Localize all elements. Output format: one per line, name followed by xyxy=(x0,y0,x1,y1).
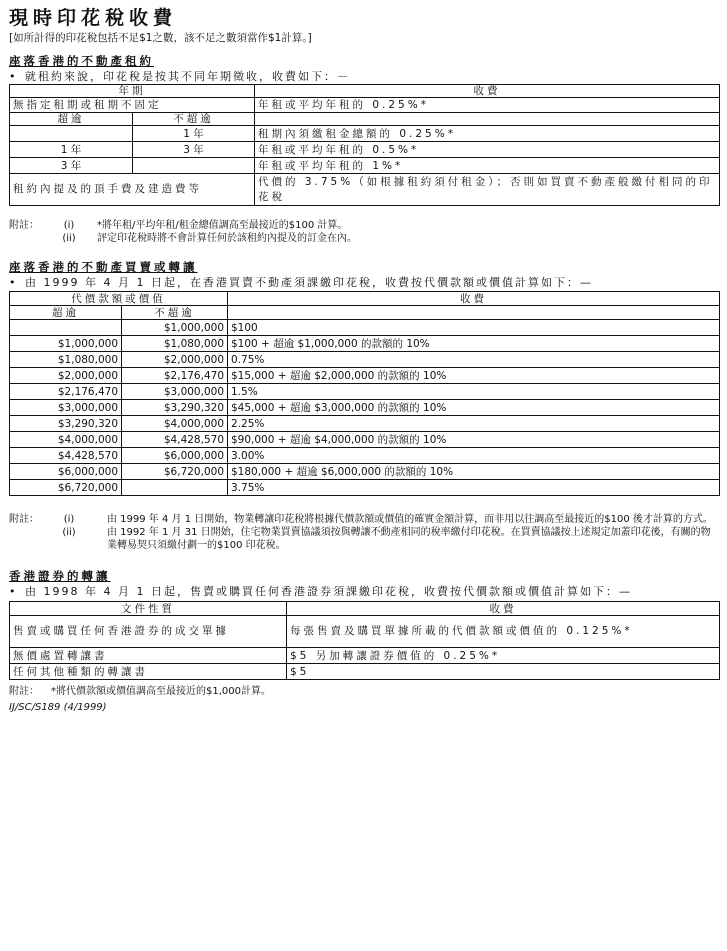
sale-charge-cell: $180,000 + 超逾 $6,000,000 的款額的 10% xyxy=(228,464,720,480)
lease-notover-cell: 3 年 xyxy=(133,142,255,158)
table-row xyxy=(10,384,720,400)
sale-over-cell: $6,000,000 xyxy=(10,464,122,480)
sale-intro xyxy=(9,275,719,290)
lease-notover-cell xyxy=(133,158,255,174)
table-row xyxy=(10,336,720,352)
table-row xyxy=(10,416,720,432)
securities-note xyxy=(9,685,719,698)
lease-intro xyxy=(9,69,719,84)
sale-charge-cell: 3.00% xyxy=(228,448,720,464)
notes-lead: 附註： xyxy=(9,514,39,525)
sale-over-cell: $1,000,000 xyxy=(10,336,122,352)
sale-col-charge: 收費 xyxy=(228,292,720,306)
form-code: IJ/SC/S189 (4/1999) xyxy=(9,702,107,713)
lease-notover-cell: 1 年 xyxy=(133,126,255,142)
table-row xyxy=(10,352,720,368)
page-title: 現時印花稅收費 xyxy=(9,7,178,29)
note-text: *將年租/平均年租/租金總值調高至最接近的$100 計算。 xyxy=(97,220,348,231)
note-text: 由 1992 年 1 月 31 日開始，住宅物業買賣協議須按與轉讓不動產相同的稅率繳付印花稅。在買賣協議按上述規定加蓋印花後，有關的物業轉易契只須繳付劃一的$100 印花稅。 xyxy=(107,527,711,551)
sale-intro-text: 由 1999 年 4 月 1 日起，在香港買賣不動產須課繳印花稅，收費按代價款額或價值計算如下：— xyxy=(25,276,593,289)
lease-sub-over: 超逾 xyxy=(10,113,133,126)
lease-premium-label: 租約內提及的頂手費及建造費等 xyxy=(10,174,255,206)
sale-notover-cell: $6,720,000 xyxy=(122,464,228,480)
securities-intro-text: 由 1998 年 4 月 1 日起，售賣或購買任何香港證券須課繳印花稅，收費按代價款額或價值計算如下：— xyxy=(25,585,632,598)
lease-heading: 座落香港的不動產租約 xyxy=(9,54,154,68)
sale-notover-cell xyxy=(122,480,228,496)
sale-notover-cell: $4,428,570 xyxy=(122,432,228,448)
securities-intro xyxy=(9,584,719,599)
securities-charge-cell: $5 xyxy=(287,664,720,680)
securities-doc-cell: 無價處置轉讓書 xyxy=(10,648,287,664)
sale-notover-cell: $1,080,000 xyxy=(122,336,228,352)
sale-over-cell xyxy=(10,320,122,336)
sale-notover-cell: $3,290,320 xyxy=(122,400,228,416)
bullet-icon: • xyxy=(9,70,18,83)
sale-notover-cell: $2,000,000 xyxy=(122,352,228,368)
sale-sub-blank xyxy=(228,306,720,320)
securities-doc-cell: 任何其他種類的轉讓書 xyxy=(10,664,287,680)
securities-col-doc: 文件性質 xyxy=(10,602,287,616)
note-text: *將代價款額或價值調高至最接近的$1,000計算。 xyxy=(51,686,271,697)
sale-notover-cell: $6,000,000 xyxy=(122,448,228,464)
sale-note-2 xyxy=(9,526,719,552)
bullet-icon: • xyxy=(9,585,18,598)
sale-sub-over: 超逾 xyxy=(10,306,122,320)
lease-over-cell: 1 年 xyxy=(10,142,133,158)
table-row xyxy=(10,432,720,448)
sale-charge-cell: 2.25% xyxy=(228,416,720,432)
lease-indef-charge: 年租或平均年租的 0.25%* xyxy=(255,98,720,113)
notes-lead: 附註： xyxy=(9,686,39,697)
sale-heading: 座落香港的不動產買賣或轉讓 xyxy=(9,260,198,274)
lease-note-2 xyxy=(9,232,719,245)
sale-charge-cell: 1.5% xyxy=(228,384,720,400)
lease-charge-cell: 年租或平均年租的 0.5%* xyxy=(255,142,720,158)
sale-over-cell: $2,176,470 xyxy=(10,384,122,400)
sale-charge-cell: $15,000 + 超逾 $2,000,000 的款額的 10% xyxy=(228,368,720,384)
note-text: 由 1999 年 4 月 1 日開始，物業轉讓印花稅將根據代價款額或價值的確實金額計算，而非用以往調高至最接近的$100 後才計算的方式。 xyxy=(107,514,713,525)
lease-table xyxy=(9,84,720,206)
sale-over-cell: $6,720,000 xyxy=(10,480,122,496)
sale-col-value: 代價款額或價值 xyxy=(10,292,228,306)
lease-charge-cell: 租期內須繳租金總額的 0.25%* xyxy=(255,126,720,142)
securities-notes xyxy=(9,685,719,698)
table-row xyxy=(10,480,720,496)
table-row xyxy=(10,320,720,336)
sale-notover-cell: $4,000,000 xyxy=(122,416,228,432)
bullet-icon: • xyxy=(9,276,18,289)
table-row xyxy=(10,664,720,680)
sale-notover-cell: $2,176,470 xyxy=(122,368,228,384)
sale-table xyxy=(9,291,720,496)
table-row xyxy=(10,158,720,174)
lease-note-1 xyxy=(9,219,719,232)
lease-over-cell: 3 年 xyxy=(10,158,133,174)
sale-over-cell: $2,000,000 xyxy=(10,368,122,384)
table-row xyxy=(10,368,720,384)
table-row xyxy=(10,648,720,664)
sale-notover-cell: $3,000,000 xyxy=(122,384,228,400)
lease-sub-blank xyxy=(255,113,720,126)
table-row xyxy=(10,126,720,142)
sale-charge-cell: $100 xyxy=(228,320,720,336)
sale-over-cell: $4,000,000 xyxy=(10,432,122,448)
lease-indef-label: 無指定租期或租期不固定 xyxy=(10,98,255,113)
document-page xyxy=(9,6,719,715)
sale-charge-cell: $45,000 + 超逾 $3,000,000 的款額的 10% xyxy=(228,400,720,416)
lease-intro-text: 就租約來說，印花稅是按其不同年期徵收，收費如下：－ xyxy=(25,70,350,83)
table-row xyxy=(10,464,720,480)
securities-doc-cell: 售賣或購買任何香港證券的成交單據 xyxy=(10,616,287,648)
sale-charge-cell: 3.75% xyxy=(228,480,720,496)
sale-over-cell: $4,428,570 xyxy=(10,448,122,464)
note-number: (ii) xyxy=(62,527,76,538)
table-row xyxy=(10,448,720,464)
securities-charge-cell: $5 另加轉讓證券價值的 0.25%* xyxy=(287,648,720,664)
sale-sub-notover: 不超逾 xyxy=(122,306,228,320)
table-row xyxy=(10,400,720,416)
lease-charge-cell: 年租或平均年租的 1%* xyxy=(255,158,720,174)
lease-notes xyxy=(9,219,719,245)
sale-charge-cell: $100 + 超逾 $1,000,000 的款額的 10% xyxy=(228,336,720,352)
sale-over-cell: $3,290,320 xyxy=(10,416,122,432)
securities-heading: 香港證券的轉讓 xyxy=(9,569,111,583)
note-text: 評定印花稅時將不會計算任何於該租約內提及的訂金在內。 xyxy=(97,233,357,244)
lease-over-cell xyxy=(10,126,133,142)
securities-table xyxy=(9,601,720,680)
sale-notes xyxy=(9,513,719,552)
table-row xyxy=(10,616,720,648)
sale-charge-cell: $90,000 + 超逾 $4,000,000 的款額的 10% xyxy=(228,432,720,448)
securities-charge-cell: 每張售賣及購買單據所載的代價款額或價值的 0.125%* xyxy=(287,616,720,648)
sale-note-1 xyxy=(9,513,719,526)
sale-notover-cell: $1,000,000 xyxy=(122,320,228,336)
sale-over-cell: $1,080,000 xyxy=(10,352,122,368)
lease-sub-notover: 不超逾 xyxy=(133,113,255,126)
sale-over-cell: $3,000,000 xyxy=(10,400,122,416)
note-number: (ii) xyxy=(62,233,76,244)
lease-premium-charge: 代價的 3.75%（如根據租約須付租金）；否則如買賣不動產般繳付相同的印花稅 xyxy=(255,174,720,206)
sale-charge-cell: 0.75% xyxy=(228,352,720,368)
table-row xyxy=(10,142,720,158)
page-subtitle: [如所計得的印花稅包括不足$1之數，該不足之數須當作$1計算。] xyxy=(9,32,312,44)
lease-col-charge: 收費 xyxy=(255,85,720,98)
note-number: (i) xyxy=(63,220,75,231)
note-number: (i) xyxy=(63,514,75,525)
securities-col-charge: 收費 xyxy=(287,602,720,616)
table-row xyxy=(10,174,720,206)
lease-col-term: 年期 xyxy=(10,85,255,98)
notes-lead: 附註： xyxy=(9,220,39,231)
